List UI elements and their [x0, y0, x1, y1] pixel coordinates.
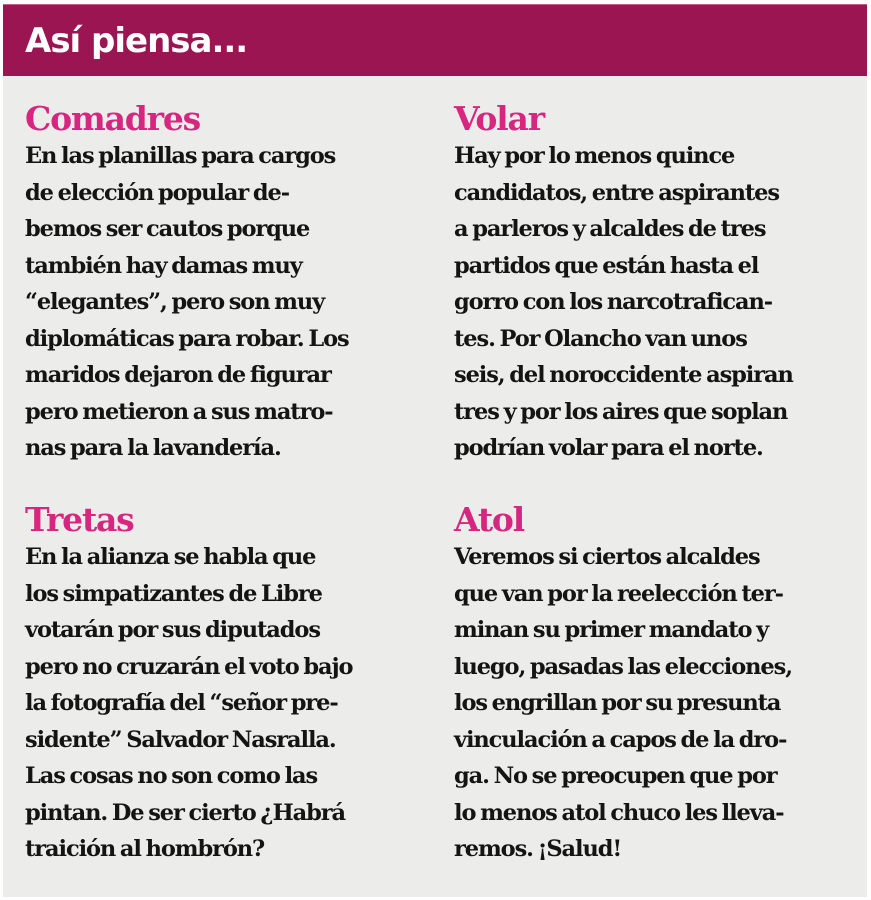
section-title: Atol	[454, 500, 525, 539]
section-tretas	[25, 501, 425, 868]
text-line: En las planillas para cargos	[25, 143, 336, 169]
text-line: podrían volar para el norte.	[454, 435, 763, 461]
text-line: lo menos atol chuco les lleva-	[454, 799, 784, 826]
text-line: tes. Por Olancho van unos	[454, 325, 747, 352]
section-body	[25, 138, 425, 467]
text-line: vinculación a capos de la dro-	[454, 726, 787, 753]
text-line: ga. No se preocupen que por	[454, 763, 777, 789]
text-line: maridos dejaron de figurar	[25, 362, 331, 388]
text-line: En la alianza se habla que	[25, 544, 316, 570]
text-line: votarán por sus diputados	[25, 617, 320, 643]
opinion-panel	[3, 4, 867, 897]
text-line: también hay damas muy	[25, 252, 302, 279]
text-line: nas para la lavandería.	[25, 435, 281, 461]
section-comadres	[25, 100, 425, 467]
text-line: Hay por lo menos quince	[454, 143, 735, 169]
header-bar	[3, 4, 867, 76]
text-line: candidatos, entre aspirantes	[454, 179, 779, 206]
text-line: pero no cruzarán el voto bajo	[25, 653, 353, 680]
text-line: tres y por los aires que soplan	[454, 398, 788, 425]
text-line: bemos ser cautos porque	[25, 216, 310, 242]
text-line: luego, pasadas las elecciones,	[454, 653, 792, 680]
section-atol	[454, 501, 854, 868]
text-line: diplomáticas para robar. Los	[25, 325, 349, 352]
text-line: que van por la reelección ter-	[454, 580, 783, 607]
text-line: a parleros y alcaldes de tres	[454, 216, 766, 242]
text-line: pero metieron a sus matro-	[25, 398, 333, 425]
section-title: Volar	[454, 99, 544, 138]
text-line: Veremos si ciertos alcaldes	[454, 544, 760, 570]
text-line: partidos que están hasta el	[454, 252, 759, 279]
section-volar	[454, 100, 854, 467]
text-line: Las cosas no son como las	[25, 763, 318, 789]
text-line: la fotografía del “señor pre-	[25, 690, 338, 716]
text-line: sidente” Salvador Nasralla.	[25, 726, 336, 753]
text-line: traición al hombrón?	[25, 836, 265, 862]
text-line: seis, del noroccidente aspiran	[454, 362, 793, 388]
page-title: Así piensa...	[25, 21, 248, 61]
text-line: los simpatizantes de Libre	[25, 580, 322, 607]
text-line: remos. ¡Salud!	[454, 836, 622, 862]
text-line: “elegantes”, pero son muy	[25, 289, 325, 315]
section-body	[454, 138, 854, 467]
text-line: pintan. De ser cierto ¿Habrá	[25, 799, 346, 826]
text-line: minan su primer mandato y	[454, 617, 769, 643]
text-line: los engrillan por su presunta	[454, 690, 781, 716]
section-title: Tretas	[25, 500, 134, 539]
section-body	[25, 539, 425, 868]
section-body	[454, 539, 854, 868]
text-line: de elección popular de-	[25, 179, 289, 206]
section-title: Comadres	[25, 99, 201, 138]
text-line: gorro con los narcotrafican-	[454, 289, 772, 315]
